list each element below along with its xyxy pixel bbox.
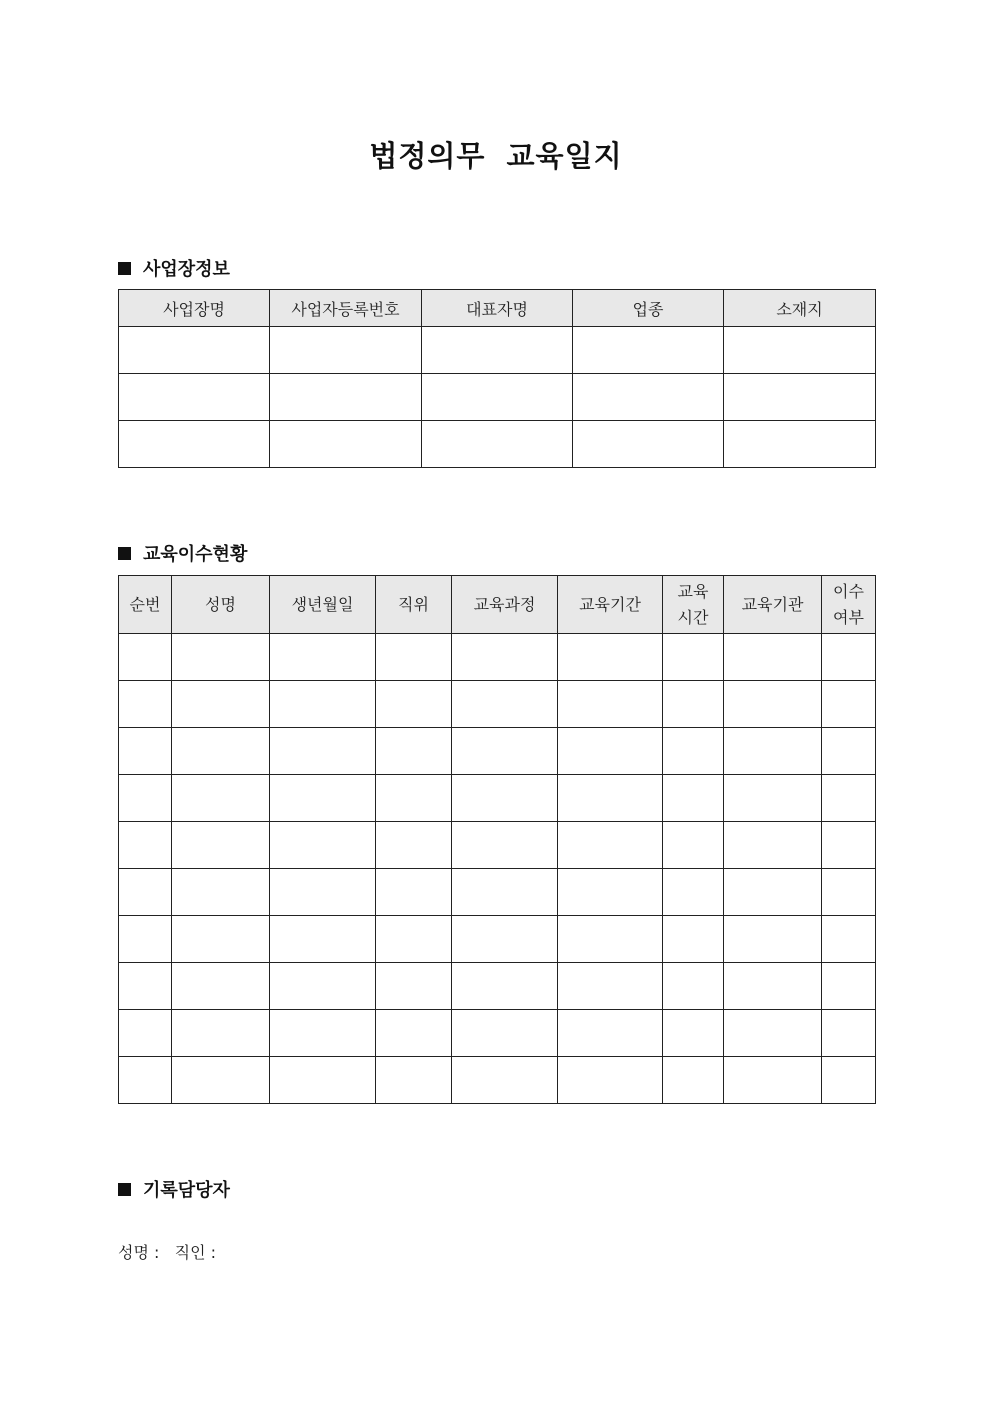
table-cell[interactable] xyxy=(270,869,376,916)
table-cell[interactable] xyxy=(663,1010,724,1057)
table-cell[interactable] xyxy=(172,822,270,869)
table-row xyxy=(119,327,876,374)
table-cell[interactable] xyxy=(119,916,172,963)
table-cell[interactable] xyxy=(422,421,573,468)
table-cell[interactable] xyxy=(822,869,876,916)
table-cell[interactable] xyxy=(376,822,452,869)
table-cell[interactable] xyxy=(724,822,822,869)
table-cell[interactable] xyxy=(172,728,270,775)
table-cell[interactable] xyxy=(558,822,663,869)
table-cell[interactable] xyxy=(663,634,724,681)
table-cell[interactable] xyxy=(270,775,376,822)
square-bullet-icon xyxy=(118,547,131,560)
table-cell[interactable] xyxy=(270,963,376,1010)
table-cell[interactable] xyxy=(724,634,822,681)
table-cell[interactable] xyxy=(573,374,724,421)
table-cell[interactable] xyxy=(172,681,270,728)
table-cell[interactable] xyxy=(119,822,172,869)
table-cell[interactable] xyxy=(376,728,452,775)
table-cell[interactable] xyxy=(452,775,558,822)
table-cell[interactable] xyxy=(822,916,876,963)
table-cell[interactable] xyxy=(270,634,376,681)
section-heading-recorder xyxy=(118,1176,230,1202)
header-number: 순번 xyxy=(119,576,172,634)
table-cell[interactable] xyxy=(452,681,558,728)
table-cell[interactable] xyxy=(558,1057,663,1104)
table-cell[interactable] xyxy=(422,374,573,421)
recorder-signature-line xyxy=(118,1240,216,1263)
table-row xyxy=(119,728,876,775)
header-location: 소재지 xyxy=(724,290,876,327)
table-cell[interactable] xyxy=(558,869,663,916)
table-cell[interactable] xyxy=(172,916,270,963)
table-header-row xyxy=(119,290,876,327)
table-cell[interactable] xyxy=(724,1057,822,1104)
table-cell[interactable] xyxy=(663,963,724,1010)
table-cell[interactable] xyxy=(452,916,558,963)
table-cell[interactable] xyxy=(119,374,270,421)
table-row xyxy=(119,634,876,681)
table-cell[interactable] xyxy=(376,681,452,728)
table-cell[interactable] xyxy=(822,822,876,869)
table-cell[interactable] xyxy=(422,327,573,374)
table-cell[interactable] xyxy=(270,916,376,963)
table-cell[interactable] xyxy=(822,728,876,775)
section-heading-label: 교육이수현황 xyxy=(143,544,248,565)
table-cell[interactable] xyxy=(172,963,270,1010)
table-cell[interactable] xyxy=(270,1010,376,1057)
table-cell[interactable] xyxy=(822,775,876,822)
section-heading-label: 기록담당자 xyxy=(143,1180,230,1201)
table-cell[interactable] xyxy=(558,1010,663,1057)
table-row xyxy=(119,1057,876,1104)
square-bullet-icon xyxy=(118,1183,131,1196)
table-cell[interactable] xyxy=(558,634,663,681)
table-cell[interactable] xyxy=(119,728,172,775)
table-cell[interactable] xyxy=(724,421,876,468)
table-cell[interactable] xyxy=(270,822,376,869)
recorder-name-label: 성명 : xyxy=(118,1243,160,1262)
table-cell[interactable] xyxy=(452,1057,558,1104)
table-cell[interactable] xyxy=(376,963,452,1010)
table-cell[interactable] xyxy=(558,681,663,728)
header-hours: 교육 시간 xyxy=(663,576,724,634)
table-cell[interactable] xyxy=(376,775,452,822)
table-cell[interactable] xyxy=(119,421,270,468)
table-row xyxy=(119,421,876,468)
table-cell[interactable] xyxy=(724,681,822,728)
table-cell[interactable] xyxy=(270,421,422,468)
table-cell[interactable] xyxy=(663,728,724,775)
header-birthdate: 생년월일 xyxy=(270,576,376,634)
table-cell[interactable] xyxy=(119,327,270,374)
table-cell[interactable] xyxy=(573,421,724,468)
table-cell[interactable] xyxy=(119,1057,172,1104)
table-cell[interactable] xyxy=(172,1057,270,1104)
table-cell[interactable] xyxy=(724,869,822,916)
table-cell[interactable] xyxy=(663,775,724,822)
header-name: 성명 xyxy=(172,576,270,634)
header-period: 교육기간 xyxy=(558,576,663,634)
table-cell[interactable] xyxy=(172,869,270,916)
document-title: 법정의무 교육일지 xyxy=(369,139,623,173)
table-cell[interactable] xyxy=(119,634,172,681)
section-heading-education xyxy=(118,540,247,566)
table-row xyxy=(119,681,876,728)
table-cell[interactable] xyxy=(452,963,558,1010)
table-cell[interactable] xyxy=(822,1010,876,1057)
table-cell[interactable] xyxy=(376,634,452,681)
table-cell[interactable] xyxy=(270,327,422,374)
table-cell[interactable] xyxy=(270,1057,376,1104)
table-cell[interactable] xyxy=(663,1057,724,1104)
table-cell[interactable] xyxy=(724,327,876,374)
table-cell[interactable] xyxy=(452,869,558,916)
table-cell[interactable] xyxy=(724,1010,822,1057)
table-cell[interactable] xyxy=(724,916,822,963)
table-cell[interactable] xyxy=(558,728,663,775)
table-row xyxy=(119,1010,876,1057)
header-industry: 업종 xyxy=(573,290,724,327)
table-cell[interactable] xyxy=(452,728,558,775)
table-cell[interactable] xyxy=(119,1010,172,1057)
table-cell[interactable] xyxy=(724,775,822,822)
table-cell[interactable] xyxy=(724,963,822,1010)
table-cell[interactable] xyxy=(822,963,876,1010)
table-cell[interactable] xyxy=(270,374,422,421)
table-cell[interactable] xyxy=(119,869,172,916)
table-cell[interactable] xyxy=(822,1057,876,1104)
table-cell[interactable] xyxy=(724,728,822,775)
table-cell[interactable] xyxy=(172,775,270,822)
table-row xyxy=(119,374,876,421)
table-row xyxy=(119,916,876,963)
table-cell[interactable] xyxy=(119,681,172,728)
table-cell[interactable] xyxy=(724,374,876,421)
table-cell[interactable] xyxy=(270,728,376,775)
table-row xyxy=(119,963,876,1010)
table-cell[interactable] xyxy=(376,869,452,916)
table-cell[interactable] xyxy=(822,681,876,728)
header-registration-number: 사업자등록번호 xyxy=(270,290,422,327)
header-institution: 교육기관 xyxy=(724,576,822,634)
table-cell[interactable] xyxy=(376,916,452,963)
table-cell[interactable] xyxy=(452,634,558,681)
header-business-name: 사업장명 xyxy=(119,290,270,327)
section-heading-business xyxy=(118,255,230,281)
table-cell[interactable] xyxy=(452,822,558,869)
table-row xyxy=(119,775,876,822)
table-cell[interactable] xyxy=(119,963,172,1010)
table-cell[interactable] xyxy=(119,775,172,822)
education-status-table xyxy=(118,575,876,1104)
table-cell[interactable] xyxy=(376,1057,452,1104)
section-heading-label: 사업장정보 xyxy=(143,259,230,280)
recorder-seal-label: 직인 : xyxy=(174,1243,217,1262)
table-cell[interactable] xyxy=(172,634,270,681)
table-row xyxy=(119,822,876,869)
table-cell[interactable] xyxy=(558,775,663,822)
table-cell[interactable] xyxy=(172,1010,270,1057)
square-bullet-icon xyxy=(118,262,131,275)
table-cell[interactable] xyxy=(663,916,724,963)
table-cell[interactable] xyxy=(822,634,876,681)
header-representative: 대표자명 xyxy=(422,290,573,327)
business-info-table xyxy=(118,289,876,468)
table-header-row xyxy=(119,576,876,634)
header-completion: 이수 여부 xyxy=(822,576,876,634)
table-cell[interactable] xyxy=(452,1010,558,1057)
header-course: 교육과정 xyxy=(452,576,558,634)
table-cell[interactable] xyxy=(663,681,724,728)
table-cell[interactable] xyxy=(558,916,663,963)
table-cell[interactable] xyxy=(558,963,663,1010)
table-row xyxy=(119,869,876,916)
header-position: 직위 xyxy=(376,576,452,634)
table-cell[interactable] xyxy=(663,822,724,869)
table-cell[interactable] xyxy=(573,327,724,374)
table-cell[interactable] xyxy=(270,681,376,728)
table-cell[interactable] xyxy=(663,869,724,916)
table-cell[interactable] xyxy=(376,1010,452,1057)
